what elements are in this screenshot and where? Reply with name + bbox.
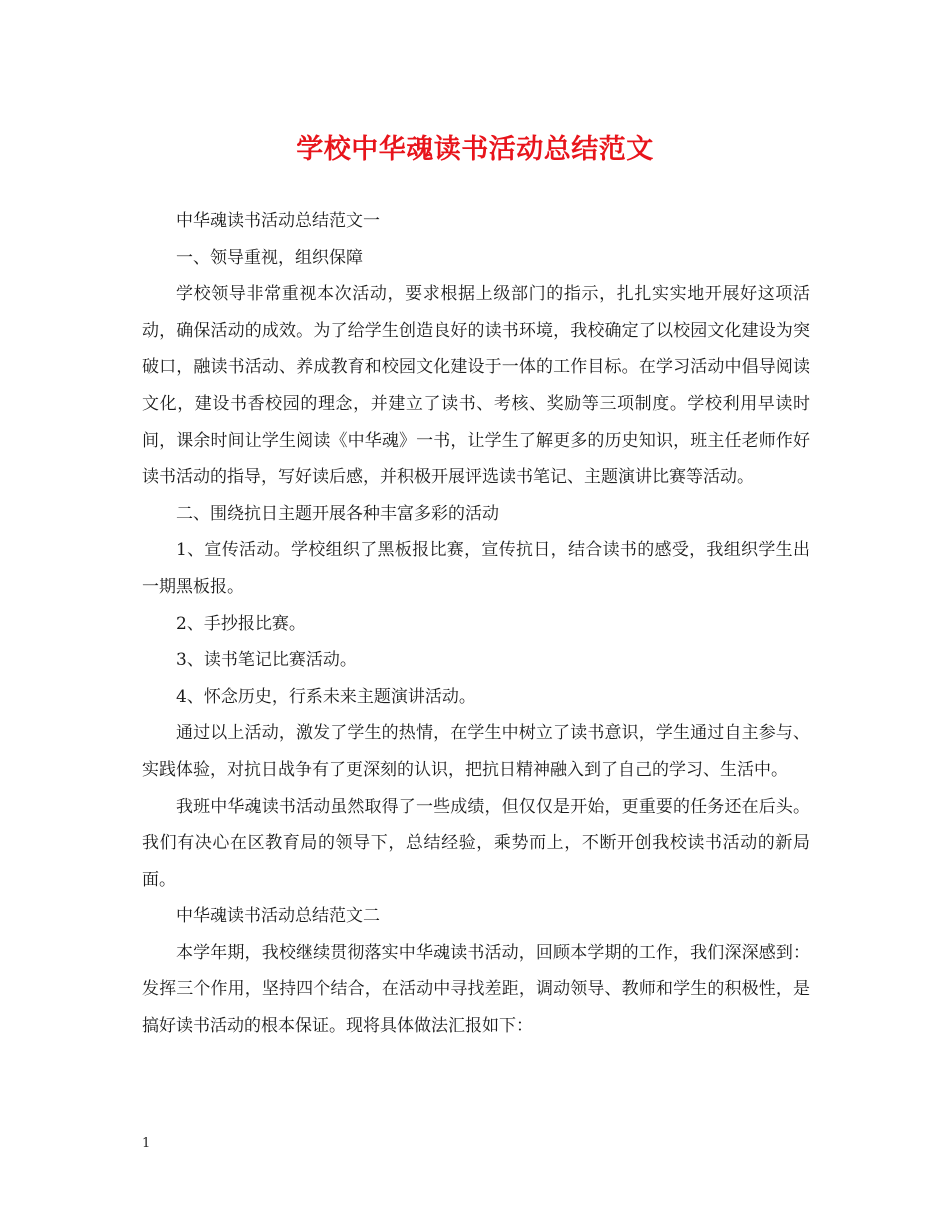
paragraph-outlook: 我班中华魂读书活动虽然取得了一些成绩，但仅仅是开始，更重要的任务还在后头。我们有决心在区教育局的领导下，总结经验，乘势而上，不断开创我校读书活动的新局面。 xyxy=(142,796,810,890)
list-item-handwritten-paper: 2、手抄报比赛。 xyxy=(176,613,306,634)
section-heading-2: 中华魂读书活动总结范文二 xyxy=(176,906,380,927)
page-number: 1 xyxy=(142,1136,151,1151)
paragraph-results: 通过以上活动，激发了学生的热情，在学生中树立了读书意识，学生通过自主参与、实践体验，对抗日战争有了更深刻的认识，把抗日精神融入到了自己的学习、生活中。 xyxy=(142,723,810,780)
paragraph-leadership: 学校领导非常重视本次活动，要求根据上级部门的指示，扎扎实实地开展好这项活动，确保活动的成效。为了给学生创造良好的读书环境，我校确定了以校园文化建设为突破口，融读书活动、养成教育和校园文化建设于一体的工作目标。在学习活动中倡导阅读文化，建设书香校园的理念，并建立了读书、考核、奖励等三项制度。学校利用早读时间，课余时间让学生阅读《中华魂》一书，让学生了解更多的历史知识，班主任老师作好读书活动的指导，写好读后感，并积极开展评选读书笔记、主题演讲比赛等活动。 xyxy=(142,284,810,488)
list-item-speech: 4、怀念历史，行系未来主题演讲活动。 xyxy=(176,686,476,707)
list-item-reading-notes: 3、读书笔记比赛活动。 xyxy=(176,650,357,671)
list-item-publicity: 1、宣传活动。学校组织了黑板报比赛，宣传抗日，结合读书的感受，我组织学生出一期黑板报。 xyxy=(142,540,810,597)
subheading-activities: 二、围绕抗日主题开展各种丰富多彩的活动 xyxy=(176,503,499,524)
section-heading-1: 中华魂读书活动总结范文一 xyxy=(176,211,380,231)
document-title: 学校中华魂读书活动总结范文 xyxy=(296,134,654,165)
document-body xyxy=(142,203,810,1045)
paragraph-intro-2: 本学年期，我校继续贯彻落实中华魂读书活动，回顾本学期的工作，我们深深感到：发挥三个作用，坚持四个结合，在活动中寻找差距，调动领导、教师和学生的积极性，是搞好读书活动的根本保证。现将具体做法汇报如下： xyxy=(142,942,810,1037)
subheading-leadership: 一、领导重视，组织保障 xyxy=(176,247,363,268)
